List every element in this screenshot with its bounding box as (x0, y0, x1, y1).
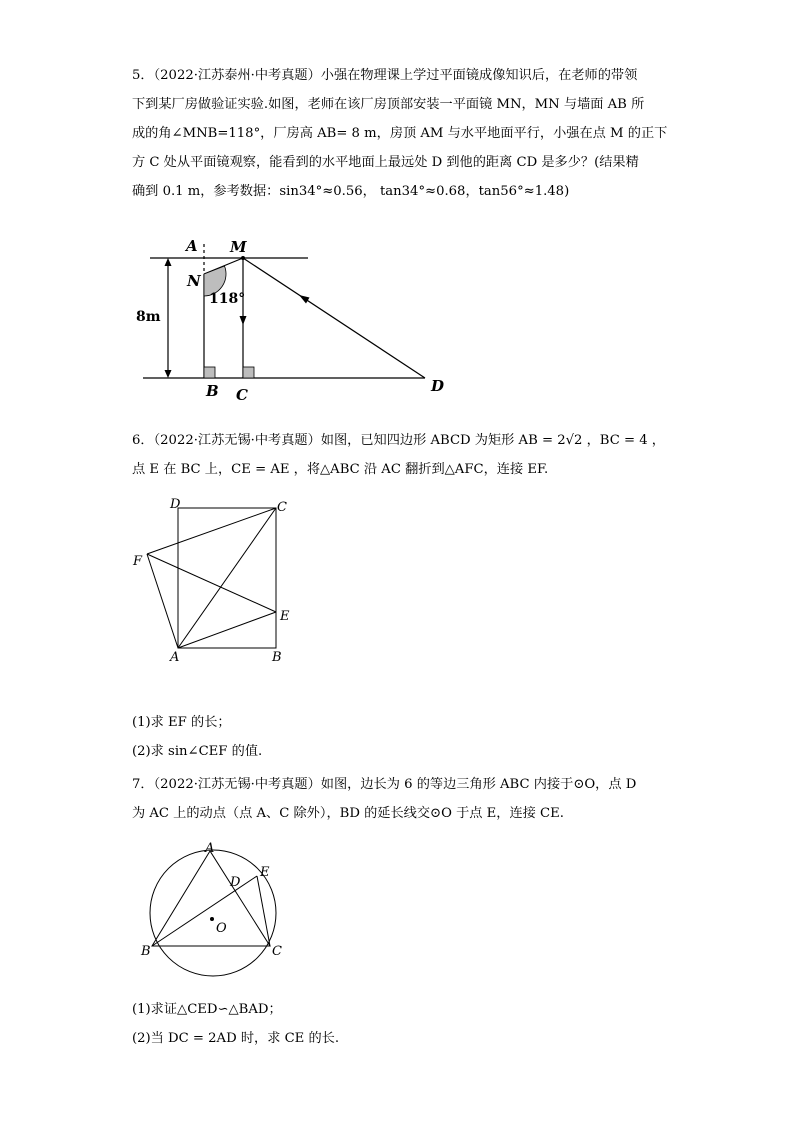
q5-label-angle: 118° (209, 291, 246, 307)
q5-right-angle-c (243, 367, 254, 378)
question-7-text (132, 770, 672, 828)
q5-arrow-height-bottom (165, 370, 172, 378)
q5-line-4: 方 C 处从平面镜观察，能看到的水平地面上最远处 D 到他的距离 CD 是多少？(结果精 (132, 155, 639, 170)
q7-label-E: E (260, 865, 270, 880)
q5-line-md (243, 258, 425, 378)
q5-label-D: D (431, 377, 445, 395)
q6-line-1: 6．（2022·江苏无锡·中考真题）如图，已知四边形 ABCD 为矩形 AB = 2√2 ，BC = 4 ， (132, 433, 665, 448)
question-6-text (132, 426, 672, 484)
q6-label-D: D (170, 497, 181, 512)
q5-label-A: A (186, 237, 198, 255)
q6-sub-2: (2)求 sin∠CEF 的值. (132, 744, 263, 759)
q6-sub-1: (1)求 EF 的长； (132, 715, 231, 730)
q5-point-m (241, 256, 245, 260)
q5-label-B: B (206, 382, 219, 400)
question-6-subquestions (132, 708, 672, 766)
q5-line-5: 确到 0.1 m，参考数据：sin34°≈0.56， tan34°≈0.68，tan56°≈1.48) (132, 184, 570, 199)
q5-line-2: 下到某厂房做验证实验.如图，老师在该厂房顶部安装一平面镜 MN，MN 与墙面 AB 所 (132, 97, 645, 112)
q5-line-1: 5．（2022·江苏泰州·中考真题）小强在物理课上学过平面镜成像知识后，在老师的带领 (132, 68, 638, 83)
q5-right-angle-b (204, 367, 215, 378)
q5-arrow-dm (299, 295, 310, 304)
q7-label-A: A (205, 841, 215, 856)
q5-arrow-mc (240, 316, 247, 325)
q6-label-F: F (133, 554, 143, 569)
q5-line-3: 成的角∠MNB=118°，厂房高 AB= 8 m，房顶 AM 与水平地面平行，小强在点 M 的正下 (132, 126, 668, 141)
q5-label-M: M (230, 238, 247, 256)
q6-line-2: 点 E 在 BC 上，CE = AE ，将△ABC 沿 AC 翻折到△AFC，连接 EF. (132, 462, 549, 477)
q5-geometry (143, 244, 425, 378)
q6-label-C: C (277, 500, 287, 515)
question-7-subquestions (132, 995, 672, 1053)
q5-label-C: C (236, 386, 248, 404)
q5-label-height: 8m (136, 309, 161, 325)
q6-label-A: A (170, 650, 180, 665)
q7-label-B: B (141, 944, 151, 959)
q7-label-O: O (216, 921, 227, 936)
q6-label-B: B (272, 650, 282, 665)
q5-label-N: N (187, 272, 201, 290)
q7-label-D: D (230, 875, 241, 890)
q6-label-E: E (280, 609, 290, 624)
q7-line-1: 7．（2022·江苏无锡·中考真题）如图，边长为 6 的等边三角形 ABC 内接于⊙O，点 D (132, 777, 637, 792)
q7-sub-2: (2)当 DC = 2AD 时，求 CE 的长. (132, 1031, 340, 1046)
q7-label-C: C (272, 944, 282, 959)
q7-line-2: 为 AC 上的动点（点 A、C 除外），BD 的延长线交⊙O 于点 E，连接 CE. (132, 806, 564, 821)
q7-sub-1: (1)求证△CED∽△BAD； (132, 1002, 282, 1017)
q5-arrow-height-top (165, 258, 172, 266)
